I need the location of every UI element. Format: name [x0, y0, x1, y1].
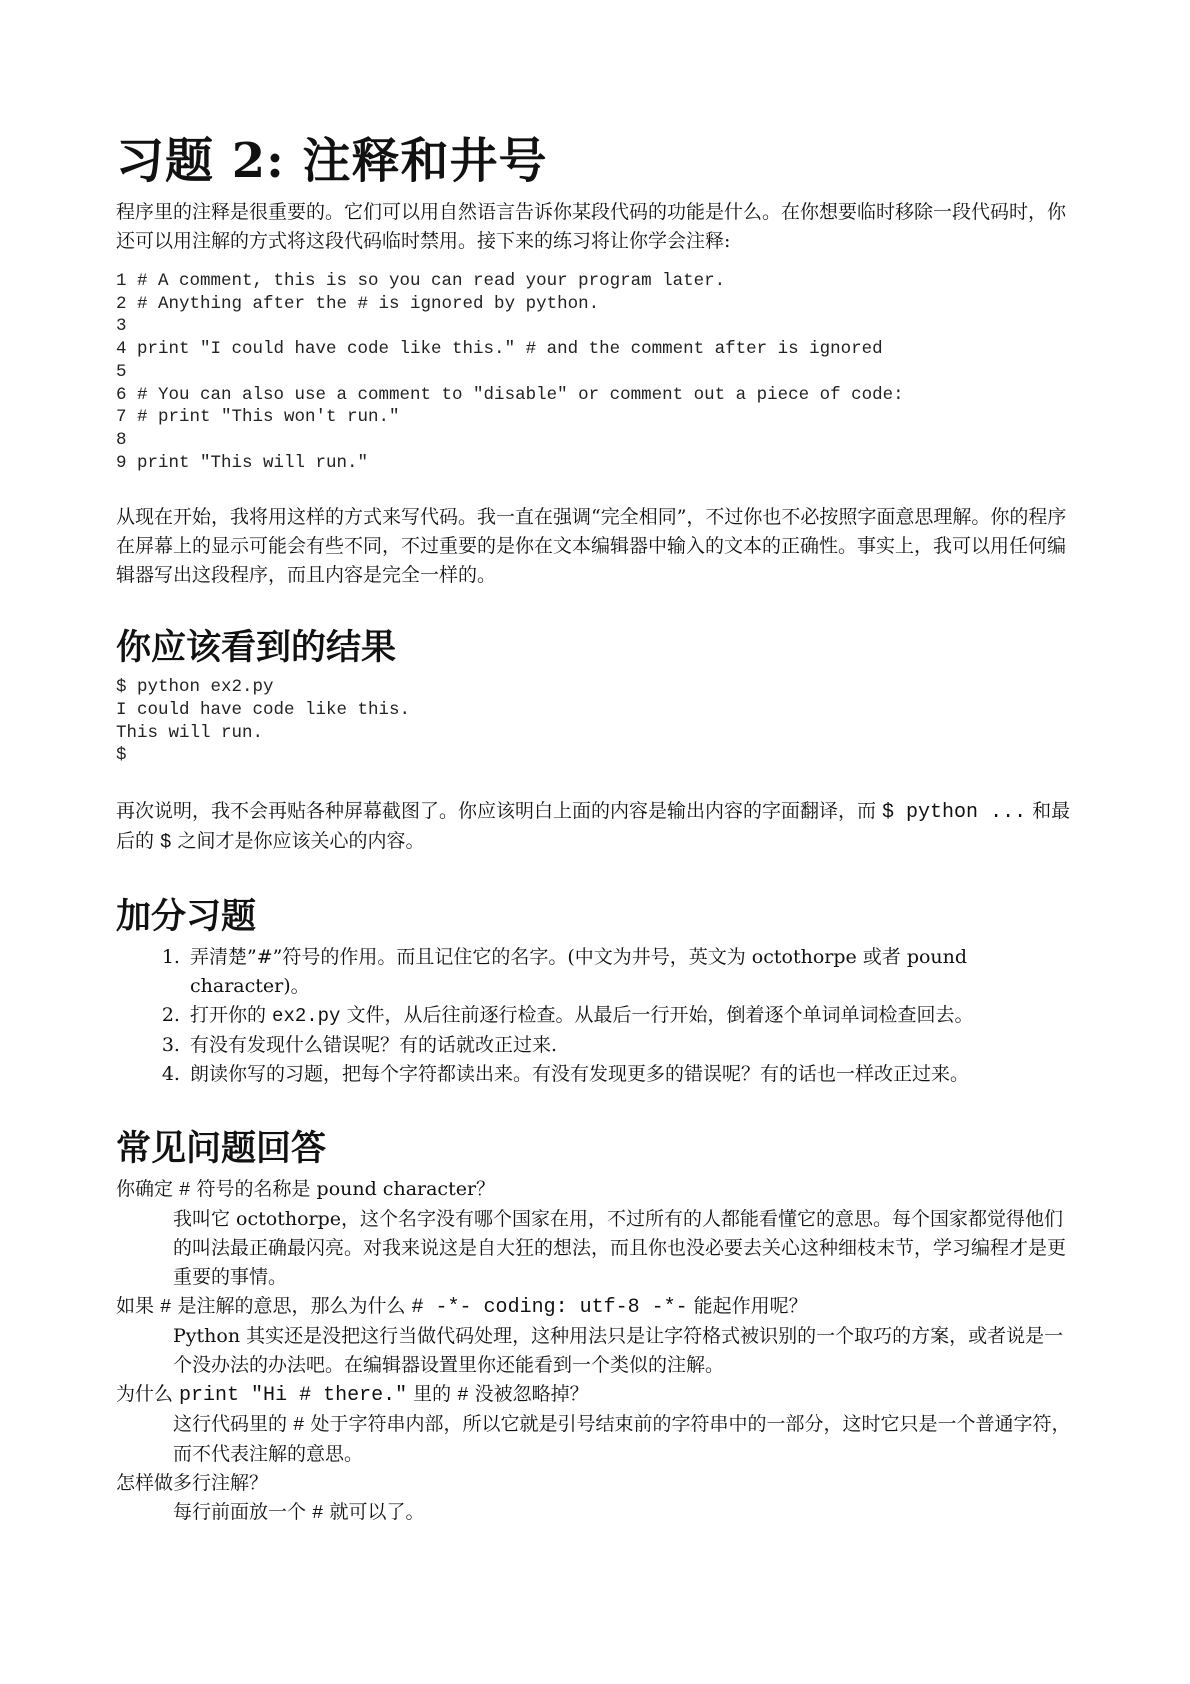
question-text: 你确定: [116, 1178, 180, 1201]
inline-code: #: [160, 1296, 172, 1319]
inline-code: #: [179, 1179, 191, 1202]
output-line: I could have code like this.: [116, 700, 411, 721]
document-page: [116, 130, 1076, 1528]
faq-question: [116, 1175, 1076, 1205]
intro-paragraph: 程序里的注释是很重要的。它们可以用自然语言告诉你某段代码的功能是什么。在你想要临时移除一段代码时，你还可以用注解的方式将这段代码临时禁用。接下来的练习将让你学会注释:: [116, 201, 1067, 252]
page-title: 习题 2: 注释和井号: [116, 133, 548, 189]
code-listing: [116, 270, 1076, 474]
inline-code: # -*- coding: utf-8 -*-: [411, 1296, 688, 1320]
answer-text: 处于字符串内部，所以它就是引号结束前的字符串中的一部分，这时它只是一个普通字符，而不代表注解的意思。: [173, 1413, 1071, 1466]
inline-code: $ python ...: [882, 801, 1027, 825]
faq-answer: Python 其实还是没把这行当做代码处理，这种用法只是让字符格式被识别的一个取巧的方案，或者说是一个没办法的办法吧。在编辑器设置里你还能看到一个类似的注解。: [173, 1325, 1064, 1377]
output-line: $ python ex2.py: [116, 677, 274, 698]
code-line: 6 # You can also use a comment to "disable" or comment out a piece of code:: [116, 384, 904, 405]
list-item: 3. 有没有发现什么错误呢？有的话就改正过来.: [186, 1031, 1076, 1060]
section-heading-faq: 常见问题回答: [116, 1128, 327, 1170]
result-note-text: 和最后的: [116, 800, 1071, 853]
inline-code: print "Hi # there.": [179, 1384, 408, 1408]
code-line: 1 # A comment, this is so you can read your program later.: [116, 271, 726, 291]
answer-text: 每行前面放一个: [173, 1501, 313, 1524]
faq-question: 怎样做多行注解？: [116, 1472, 269, 1495]
inline-code: #: [312, 1502, 324, 1525]
list-item: 4. 朗读你写的习题，把每个字符都读出来。有没有发现更多的错误呢？有的话也一样改正过来。: [186, 1060, 1076, 1089]
inline-code: #: [457, 1384, 469, 1407]
task-text: 文件，从后往前逐行检查。从最后一行开始，倒着逐个单词单词检查回去。: [340, 1004, 974, 1027]
output-listing: [116, 676, 1076, 767]
code-line: 5: [116, 361, 127, 382]
code-line: 2 # Anything after the # is ignored by python.: [116, 293, 600, 314]
faq-question: [116, 1380, 1076, 1410]
question-text: 是注解的意思，那么为什么: [171, 1295, 412, 1318]
question-text: 符号的名称是 pound character？: [190, 1178, 496, 1201]
code-line: 3: [116, 316, 127, 337]
faq-answer: [173, 1498, 1076, 1528]
answer-text: 这行代码里的: [173, 1413, 294, 1436]
inline-code: $: [160, 831, 172, 854]
output-line: This will run.: [116, 722, 264, 743]
question-text: 为什么: [116, 1383, 180, 1406]
faq-question: [116, 1292, 1076, 1322]
code-line: 9 print "This will run.": [116, 452, 369, 473]
list-item: [186, 1001, 1076, 1031]
section-heading-extra: 加分习题: [116, 896, 257, 938]
result-note-text: 再次说明，我不会再贴各种屏幕截图了。你应该明白上面的内容是输出内容的字面翻译，而: [116, 800, 883, 823]
code-line: 4 print "I could have code like this." # and the comment after is ignored: [116, 339, 883, 360]
explanation-paragraph: 从现在开始，我将用这样的方式来写代码。我一直在强调“完全相同”，不过你也不必按照字面意思理解。你的程序在屏幕上的显示可能会有些不同，不过重要的是你在文本编辑器中输入的文本的正确性。事实上，我可以用任何编辑器写出这段程序，而且内容是完全一样的。: [116, 506, 1067, 587]
list-item: 1. 弄清楚”#”符号的作用。而且记住它的名字。(中文为井号，英文为 octothorpe 或者 pound character)。: [186, 943, 1076, 1001]
question-text: 里的: [407, 1383, 458, 1406]
faq-answer: 我叫它 octothorpe，这个名字没有哪个国家在用，不过所有的人都能看懂它的意思。每个国家都觉得他们的叫法最正确最闪亮。对我来说这是自大狂的想法，而且你也没必要去关心这种细枝末节，学习编程才是更重要的事情。: [173, 1208, 1067, 1289]
result-note-paragraph: [116, 797, 1076, 857]
question-text: 能起作用呢？: [687, 1295, 808, 1318]
question-text: 如果: [116, 1295, 161, 1318]
question-text: 没被忽略掉？: [468, 1383, 589, 1406]
section-heading-result: 你应该看到的结果: [116, 627, 397, 669]
extra-tasks-list: [116, 943, 1076, 1089]
faq-list: [116, 1175, 1076, 1528]
faq-answer: [173, 1410, 1076, 1469]
inline-code: ex2.py: [272, 1005, 341, 1028]
task-text: 打开你的: [190, 1004, 273, 1027]
code-line: 8: [116, 429, 127, 450]
output-line: $: [116, 745, 127, 766]
result-note-text: 之间才是你应该关心的内容。: [171, 830, 425, 853]
code-line: 7 # print "This won't run.": [116, 407, 400, 428]
answer-text: 就可以了。: [323, 1501, 425, 1524]
inline-code: #: [293, 1414, 305, 1437]
